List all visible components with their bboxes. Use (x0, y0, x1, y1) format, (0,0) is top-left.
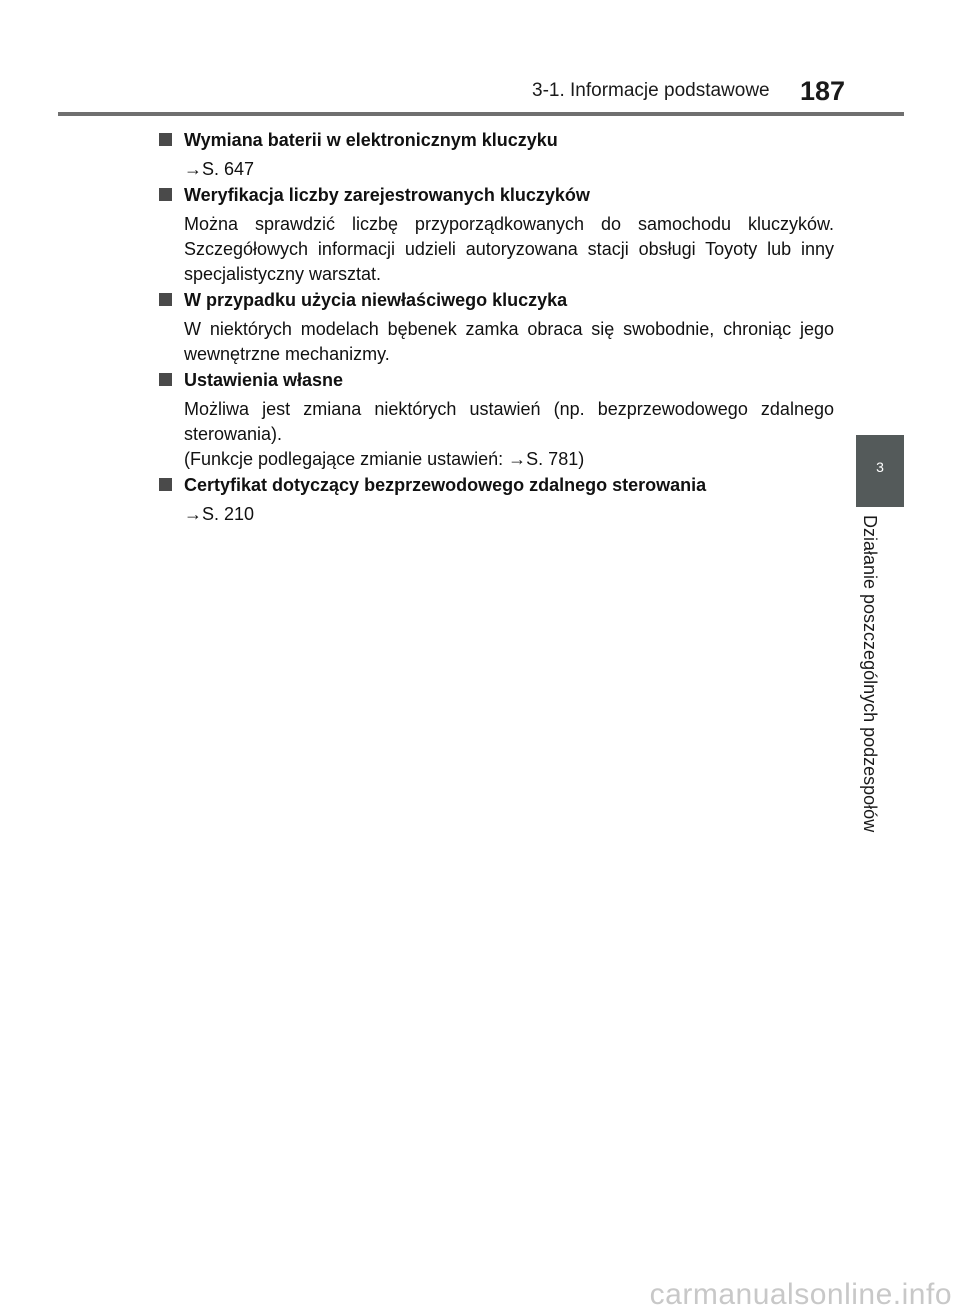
page-reference: →S. 210 (184, 504, 255, 524)
page-number: 187 (800, 76, 846, 106)
item-paragraph: Można sprawdzić liczbę przyporządkowanych do samochodu kluczyków. Szczegółowych informacji udzieli autoryzowana stacji obsługi Toyoty lub inny specjalistyczny warsztat. (184, 214, 834, 284)
chapter-tab (856, 435, 904, 507)
chapter-title: Działanie poszczególnych podzespołów (860, 515, 880, 833)
page-reference: →S. 647 (184, 159, 255, 179)
item-heading: Ustawienia własne (184, 370, 344, 390)
section-title: 3-1. Informacje podstawowe (532, 80, 770, 101)
square-bullet-icon (159, 188, 172, 201)
list-item (158, 182, 834, 287)
item-heading: Wymiana baterii w elektronicznym kluczyku (184, 130, 558, 150)
page-reference: (Funkcje podlegające zmianie ustawień: →S. 781) (184, 449, 585, 469)
item-paragraph: Możliwa jest zmiana niektórych ustawień (np. bezprzewodowego zdalnego sterowania). (184, 399, 834, 444)
item-paragraph: W niektórych modelach bębenek zamka obraca się swobodnie, chroniąc jego wewnętrzne mechanizmy. (184, 319, 834, 364)
chapter-number: 3 (876, 459, 884, 475)
watermark: carmanualsonline.info (649, 1278, 952, 1311)
main-content (158, 127, 834, 527)
item-heading: W przypadku użycia niewłaściwego kluczyka (184, 290, 568, 310)
list-item (158, 127, 834, 182)
list-item (158, 287, 834, 367)
item-heading: Weryfikacja liczby zarejestrowanych kluczyków (184, 185, 590, 205)
square-bullet-icon (159, 293, 172, 306)
header-divider (58, 112, 904, 116)
list-item (158, 472, 834, 527)
square-bullet-icon (159, 373, 172, 386)
item-heading: Certyfikat dotyczący bezprzewodowego zdalnego sterowania (184, 475, 707, 495)
list-item (158, 367, 834, 472)
square-bullet-icon (159, 133, 172, 146)
square-bullet-icon (159, 478, 172, 491)
